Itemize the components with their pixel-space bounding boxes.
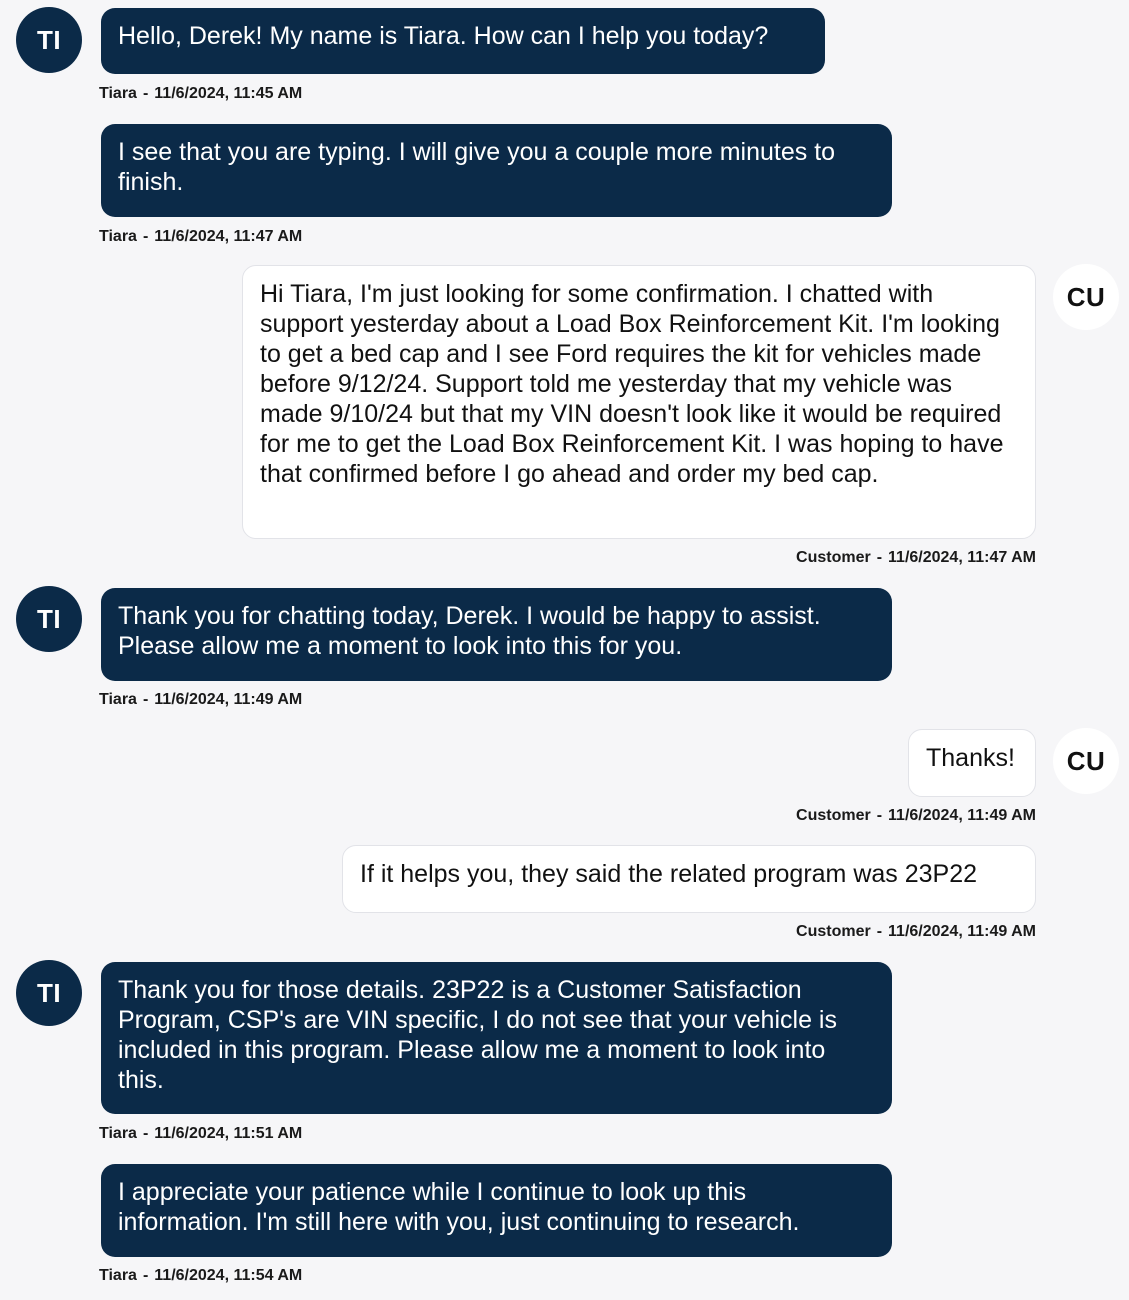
- sender-name: Tiara: [99, 228, 137, 245]
- message-meta: [796, 548, 1036, 568]
- meta-separator: -: [876, 549, 883, 566]
- message-meta: [99, 84, 302, 104]
- message-meta: [99, 227, 302, 247]
- meta-separator: -: [142, 1125, 149, 1142]
- agent-avatar: TI: [16, 586, 82, 652]
- sender-name: Tiara: [99, 85, 137, 102]
- message-timestamp: 11/6/2024, 11:54 AM: [154, 1267, 303, 1284]
- message-timestamp: 11/6/2024, 11:49 AM: [888, 807, 1036, 824]
- message-timestamp: 11/6/2024, 11:49 AM: [154, 691, 303, 708]
- meta-separator: -: [876, 807, 883, 824]
- message-meta: [99, 1266, 302, 1286]
- message-meta: [796, 806, 1036, 826]
- message-timestamp: 11/6/2024, 11:45 AM: [154, 85, 303, 102]
- meta-separator: -: [876, 923, 883, 940]
- meta-separator: -: [142, 228, 149, 245]
- customer-avatar: CU: [1053, 264, 1119, 330]
- customer-message-bubble: If it helps you, they said the related program was 23P22: [342, 845, 1036, 913]
- message-meta: [99, 690, 302, 710]
- meta-separator: -: [142, 691, 149, 708]
- agent-message-bubble: Thank you for those details. 23P22 is a Customer Satisfaction Program, CSP's are VIN specific, I do not see that your vehicle is included in this program. Please allow me a moment to look into this.: [101, 962, 892, 1114]
- agent-message-bubble: Hello, Derek! My name is Tiara. How can I help you today?: [101, 8, 825, 74]
- message-meta: [99, 1124, 302, 1144]
- sender-name: Tiara: [99, 691, 137, 708]
- agent-message-bubble: I see that you are typing. I will give you a couple more minutes to finish.: [101, 124, 892, 217]
- sender-name: Tiara: [99, 1267, 137, 1284]
- sender-name: Tiara: [99, 1125, 137, 1142]
- agent-message-bubble: I appreciate your patience while I continue to look up this information. I'm still here with you, just continuing to research.: [101, 1164, 892, 1257]
- sender-name: Customer: [796, 923, 871, 940]
- sender-name: Customer: [796, 549, 871, 566]
- agent-message-bubble: Thank you for chatting today, Derek. I would be happy to assist. Please allow me a moment to look into this for you.: [101, 588, 892, 681]
- customer-avatar: CU: [1053, 728, 1119, 794]
- agent-avatar: TI: [16, 7, 82, 73]
- message-meta: [796, 922, 1036, 942]
- message-timestamp: 11/6/2024, 11:47 AM: [154, 228, 303, 245]
- message-timestamp: 11/6/2024, 11:47 AM: [888, 549, 1036, 566]
- customer-message-bubble: Hi Tiara, I'm just looking for some confirmation. I chatted with support yesterday about a Load Box Reinforcement Kit. I'm looking to get a bed cap and I see Ford requires the kit for vehicles made before 9/12/24. Support told me yesterday that my vehicle was made 9/10/24 but that my VIN doesn't look like it would be required for me to get the Load Box Reinforcement Kit. I was hoping to have that confirmed before I go ahead and order my bed cap.: [242, 265, 1036, 539]
- message-timestamp: 11/6/2024, 11:49 AM: [888, 923, 1036, 940]
- meta-separator: -: [142, 1267, 149, 1284]
- sender-name: Customer: [796, 807, 871, 824]
- customer-message-bubble: Thanks!: [908, 729, 1036, 797]
- agent-avatar: TI: [16, 960, 82, 1026]
- message-timestamp: 11/6/2024, 11:51 AM: [154, 1125, 303, 1142]
- meta-separator: -: [142, 85, 149, 102]
